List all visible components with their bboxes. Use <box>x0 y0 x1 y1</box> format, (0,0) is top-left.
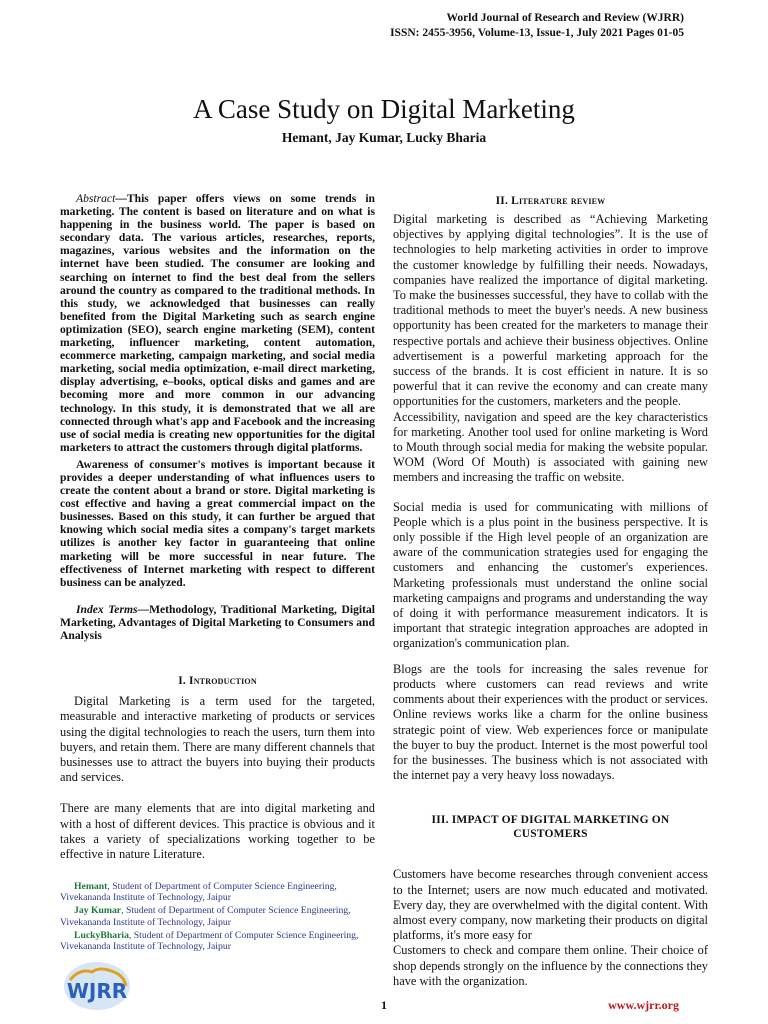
website-link[interactable]: www.wjrr.org <box>608 998 679 1012</box>
left-column <box>60 192 375 862</box>
section-numeral: II. <box>495 195 509 207</box>
page-number: 1 <box>381 998 387 1012</box>
abstract-lead: Abstract <box>76 192 116 205</box>
footnote-text: , Student of Department of Computer Science Engineering, Vivekananda Institute of Technology, Jaipur <box>60 929 359 953</box>
section-numeral: I. <box>178 675 186 688</box>
impact-paragraph-1: Customers have become researches through convenient access to the Internet; users are now much educated and motivated. Every day, they are overwhelmed with the digital content. With almost every company, now marketing their products on digital platforms, it's more easy for <box>393 867 708 943</box>
journal-issn: ISSN: 2455-3956, Volume-13, Issue-1, July 2021 Pages 01-05 <box>390 27 684 39</box>
section-title: Introduction <box>189 675 257 688</box>
journal-name: World Journal of Research and Review (WJRR) <box>446 12 684 24</box>
section-heading-literature-review <box>393 194 708 208</box>
index-terms-text: Methodology, Traditional Marketing, Digital Marketing, Advantages of Digital Marketing to Consumers and Analysis <box>60 602 375 642</box>
footnote-name: LuckyBharia <box>74 929 129 941</box>
footnote-name: Hemant <box>74 881 108 892</box>
abstract-paragraph-2: Awareness of consumer's motives is important because it provides a deeper understanding of what influences users to create the content about a brand or store. Digital marketing is cost effective and having a great commercial impact on the businesses. Based on this study, it can further be argued that knowing which social media sites a company's target markets utilizes is another key factor in guaranteeing that online marketing will be more successful in near future. The effectiveness of Internet marketing with respect to different business can be analyzed. <box>60 457 375 589</box>
literature-paragraph-1: Digital marketing is described as “Achieving Marketing objectives by applying digital technologies”. It is the use of technologies to help marketing activities in order to improve the customer knowledge by fulfilling their needs. Nowadays, companies have realized the importance of digital marketing. To make the businesses successful, they have to collab with the traditional methods to meet the buyer's needs. A new business opportunity has been created for the marketers to manage their respective portals and achieve their business objectives. Online advertisement is a powerful marketing approach for the success of the brands. It is cost efficient in nature. It is so powerful that it can revive the economy and can create many opportunities for the customers, marketers and the people. <box>393 212 708 409</box>
footnote <box>60 881 380 903</box>
footnote <box>60 905 380 927</box>
paper-authors: Hemant, Jay Kumar, Lucky Bharia <box>281 130 487 145</box>
abstract-dash: — <box>115 192 127 205</box>
intro-paragraph-2: There are many elements that are into digital marketing and with a host of different devices. This practice is obvious and it takes a variety of specializations working together to be effective in nature Literature. <box>60 801 375 861</box>
section-title: Literature review <box>511 195 606 207</box>
footnote <box>60 930 380 952</box>
section-heading-introduction <box>60 674 375 688</box>
abstract-paragraph <box>60 192 375 454</box>
section-heading-impact <box>393 813 708 841</box>
index-terms-lead: Index Terms <box>76 602 138 616</box>
literature-paragraph-3: Social media is used for communicating with millions of People which is a plus point in the business perspective. It is only possible if the High level people of an organization are aware of the communication strategies used for engaging the customers and enhancing the customer's experiences. Marketing professionals must understand the online social marketing campaigns and programs and understanding the way of doing it with performance measurement indicators. It is important that strategic integration approaches are adopted in organization's communication plan. <box>393 499 708 651</box>
footnote-name: Jay Kumar <box>74 905 122 917</box>
author-footnotes <box>60 881 380 954</box>
index-terms-dash: — <box>137 602 150 616</box>
intro-paragraph-1: Digital Marketing is a term used for the targeted, measurable and interactive marketing of products or services using the digital technologies to reach the users, turn them into buyers, and retain them. There are many different channels that businesses use to attract the buyers into buying their products and services. <box>60 694 375 785</box>
footnote-text: , Student of Department of Computer Science Engineering, Vivekananda Institute of Technology, Jaipur <box>60 881 337 904</box>
journal-header <box>264 11 684 41</box>
literature-paragraph-2: Accessibility, navigation and speed are the key characteristics for marketing. Another tool used for online marketing is Word to Mouth through social media for making the website popular. WOM (Word Of Mouth) is associated with gaining new members and increasing the traffic on website. <box>393 409 708 485</box>
literature-paragraph-4: Blogs are the tools for increasing the sales revenue for products where customers can read reviews and write comments about their experiences with the product or services. Online reviews works like a charm for the online business strategic point of view. Web experiences force or manipulate the buyer to buy the product. Internet is the most powerful tool for the businesses. The business which is not associated with the internet pay a very heavy loss nowadays. <box>393 661 708 783</box>
footnote-text: , Student of Department of Computer Science Engineering, Vivekananda Institute of Technology, Jaipur <box>60 905 351 928</box>
index-terms <box>60 603 375 642</box>
section-numeral: III. <box>431 814 449 827</box>
section-title: IMPACT OF DIGITAL MARKETING ON CUSTOMERS <box>451 814 670 841</box>
logo-text: WJRR <box>66 979 128 1003</box>
impact-paragraph-2: Customers to check and compare them online. Their choice of shop depends strongly on the influence by the connections they have with the organization. <box>393 943 708 988</box>
paper-title: A Case Study on Digital Marketing <box>193 94 575 125</box>
abstract-text-1: This paper offers views on some trends in marketing. The content is based on literature and on what is happening in the business world. The paper is based on secondary data. The various articles, researches, reports, magazines, various websites and the information on the internet have been studied. The consumer are looking and searching on internet to find the best deal from the sellers around the country as compared to the traditional methods. In this study, we acknowledged that businesses can really benefited from the Digital Marketing such as search engine optimization (SEO), search engine marketing (SEM), content marketing, influencer marketing, content automation, ecommerce marketing, campaign marketing, and social media marketing, social media optimization, e-mail direct marketing, display advertising, e–books, optical disks and games and are becoming more and more common in our advancing technology. In this study, it is demonstrated that we all are connected through what's app and Facebook and the increasing use of social media is creating new opportunities for the digital marketers to attract the customers through digital platforms. <box>60 192 375 454</box>
right-column <box>393 192 708 989</box>
